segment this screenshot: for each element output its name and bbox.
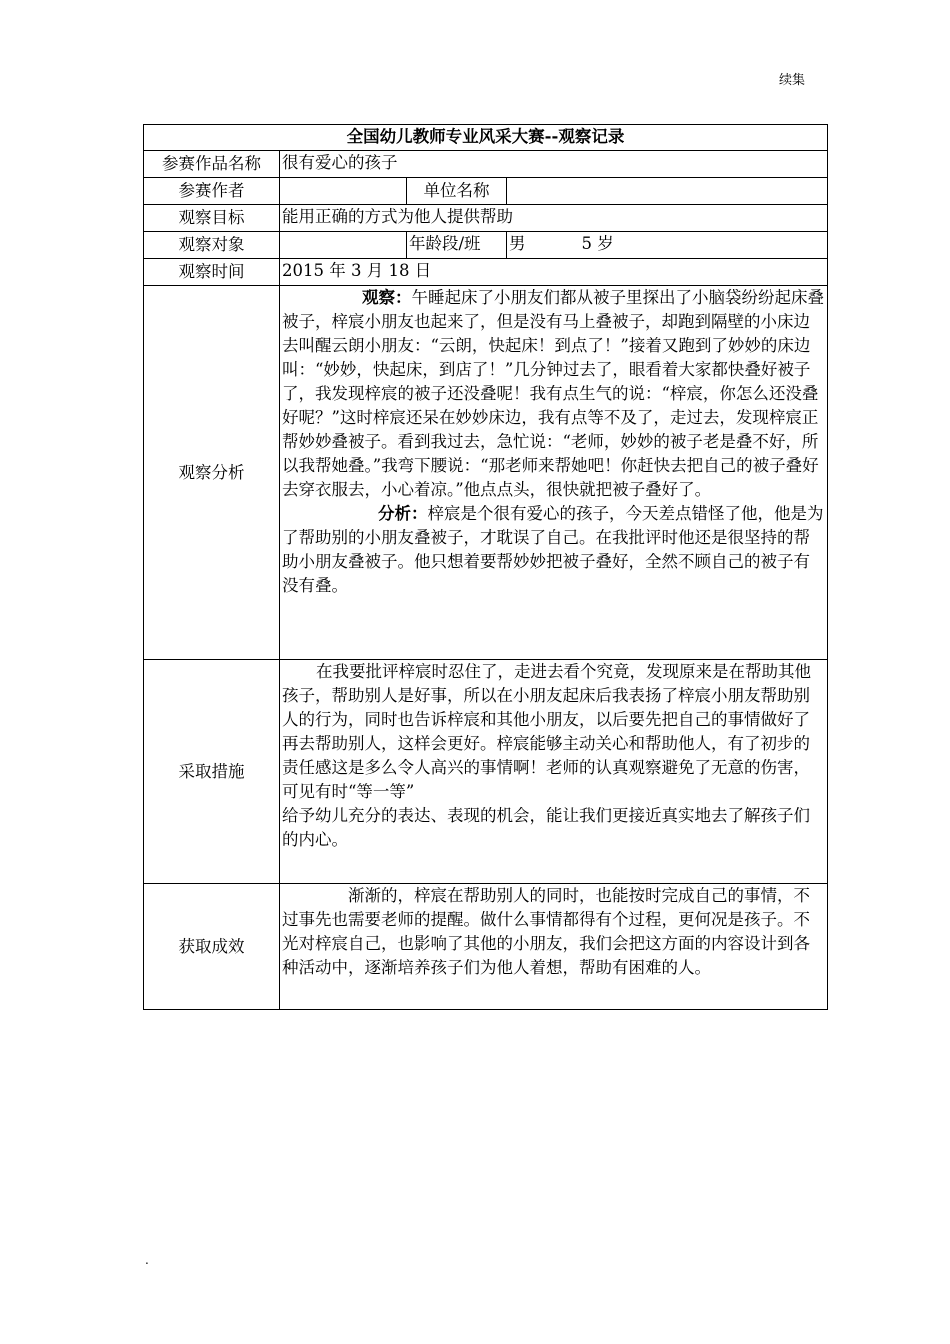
subject-value [280,232,407,259]
measures-content [280,660,828,884]
results-paragraph: 渐渐的，梓宸在帮助别人的同时，也能按时完成自己的事情，不过事先也需要老师的提醒。做什么事情都得有个过程，更何况是孩子。不光对梓宸自己，也影响了其他的小朋友，我们会把这方面的内容设计到各种活动中，逐渐培养孩子们为他人着想，帮助有困难的人。 [282,886,810,977]
results-label: 获取成效 [144,884,280,1010]
measures-paragraph-1: 在我要批评梓宸时忍住了，走进去看个究竟，发现原来是在帮助其他孩子，帮助别人是好事，所以在小朋友起床后我表扬了梓宸小朋友帮助别人的行为，同时也告诉梓宸和其他小朋友，以后要先把自己的事情做好了再去帮助别人，这样会更好。梓宸能够主动关心和帮助他人，有了初步的责任感这是多么令人高兴的事情啊！老师的认真观察避免了无意的伤害，可见有时“等一等” [282,662,811,801]
age-value: 5 岁 [581,234,614,253]
measures-paragraph-2: 给予幼儿充分的表达、表现的机会，能让我们更接近真实地去了解孩子们的内心。 [282,806,810,849]
observe-lead: 观察： [362,288,412,307]
goal-value: 能用正确的方式为他人提供帮助 [280,205,828,232]
footer-mark: . [145,1253,149,1267]
work-name-value: 很有爱心的孩子 [280,151,828,178]
gender-value: 男 [509,234,526,253]
analysis-lead: 分析： [378,504,428,523]
unit-label: 单位名称 [407,178,507,205]
subject-label: 观察对象 [144,232,280,259]
author-value [280,178,407,205]
observation-record-table [143,124,828,1010]
goal-label: 观察目标 [144,205,280,232]
gender-age-cell [507,232,828,259]
time-value: 2015 年 3 月 18 日 [280,259,828,286]
work-name-label: 参赛作品名称 [144,151,280,178]
results-content [280,884,828,1010]
time-label: 观察时间 [144,259,280,286]
record-title: 全国幼儿教师专业风采大赛--观察记录 [144,125,828,151]
unit-value [507,178,828,205]
analysis-label: 观察分析 [144,286,280,660]
analysis-content [280,286,828,660]
header-note: 续集 [779,73,806,88]
observe-paragraph [282,286,825,502]
observe-text: 午睡起床了小朋友们都从被子里探出了小脑袋纷纷起床叠被子，梓宸小朋友也起来了，但是没有马上叠被子，却跑到隔壁的小床边去叫醒云朗小朋友：“云朗，快起床！到点了！”接着又跑到了妙妙的床边叫：“妙妙，快起床，到店了！”几分钟过去了，眼看着大家都快叠好被子了，我发现梓宸的被子还没叠呢！我有点生气的说：“梓宸，你怎么还没叠好呢？”这时梓宸还呆在妙妙床边，我有点等不及了，走过去，发现梓宸正帮妙妙叠被子。看到我过去，急忙说：“老师，妙妙的被子老是叠不好，所以我帮她叠。”我弯下腰说：“那老师来帮她吧！你赶快去把自己的被子叠好去穿衣服去，小心着凉。”他点点头，很快就把被子叠好了。 [282,288,824,499]
analysis-text: 梓宸是个很有爱心的孩子，今天差点错怪了他，他是为了帮助别的小朋友叠被子，才耽误了自己。在我批评时他还是很坚持的帮助小朋友叠被子。他只想着要帮妙妙把被子叠好，全然不顾自己的被子有没有叠。 [282,504,824,595]
analysis-paragraph [282,502,825,598]
measures-label: 采取措施 [144,660,280,884]
age-label: 年龄段/班 [407,232,507,259]
author-label: 参赛作者 [144,178,280,205]
